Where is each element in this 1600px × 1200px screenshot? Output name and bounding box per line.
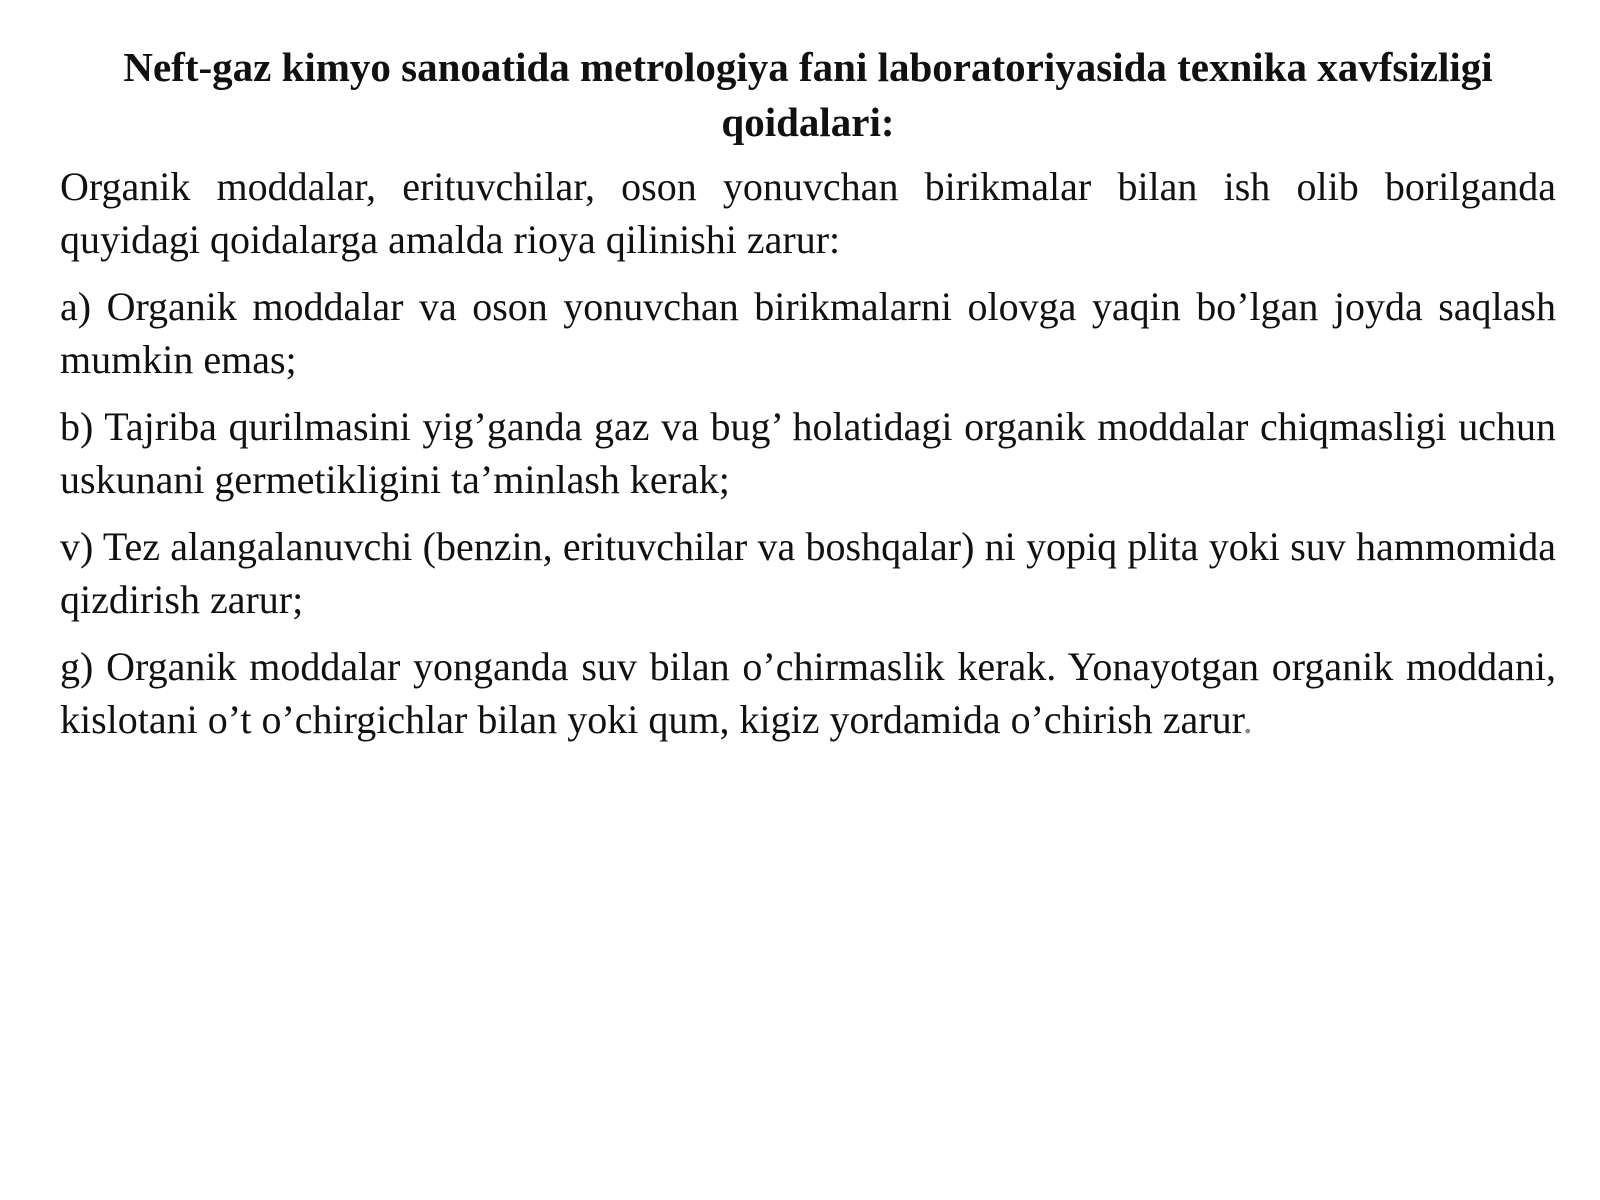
rule-g [60,640,1556,746]
rule-g-trailing-dot: . [1242,697,1253,742]
rule-a: a) Organik moddalar va oson yonuvchan birikmalarni olovga yaqin bo’lgan joyda saqlash mumkin emas; [60,284,1556,382]
intro-paragraph: Organik moddalar, erituvchilar, oson yonuvchan birikmalar bilan ish olib borilganda quyidagi qoidalarga amalda rioya qilinishi zarur: [60,164,1556,262]
rule-v: v) Tez alangalanuvchi (benzin, erituvchilar va boshqalar) ni yopiq plita yoki suv hammomida qizdirish zarur; [60,524,1556,622]
slide-content [60,40,1556,760]
document-title: Neft-gaz kimyo sanoatida metrologiya fani laboratoriyasida texnika xavfsizligi qoidalari: [123,44,1493,145]
rule-g-text: g) Organik moddalar yonganda suv bilan o’chirmaslik kerak. Yonayotgan organik moddani, kislotani o’t o’chirgichlar bilan yoki qum, kigiz yordamida o’chirish zarur [60,644,1556,742]
rule-b: b) Tajriba qurilmasini yig’ganda gaz va bug’ holatidagi organik moddalar chiqmasligi uchun uskunani germetikligini ta’minlash kerak; [60,404,1556,502]
